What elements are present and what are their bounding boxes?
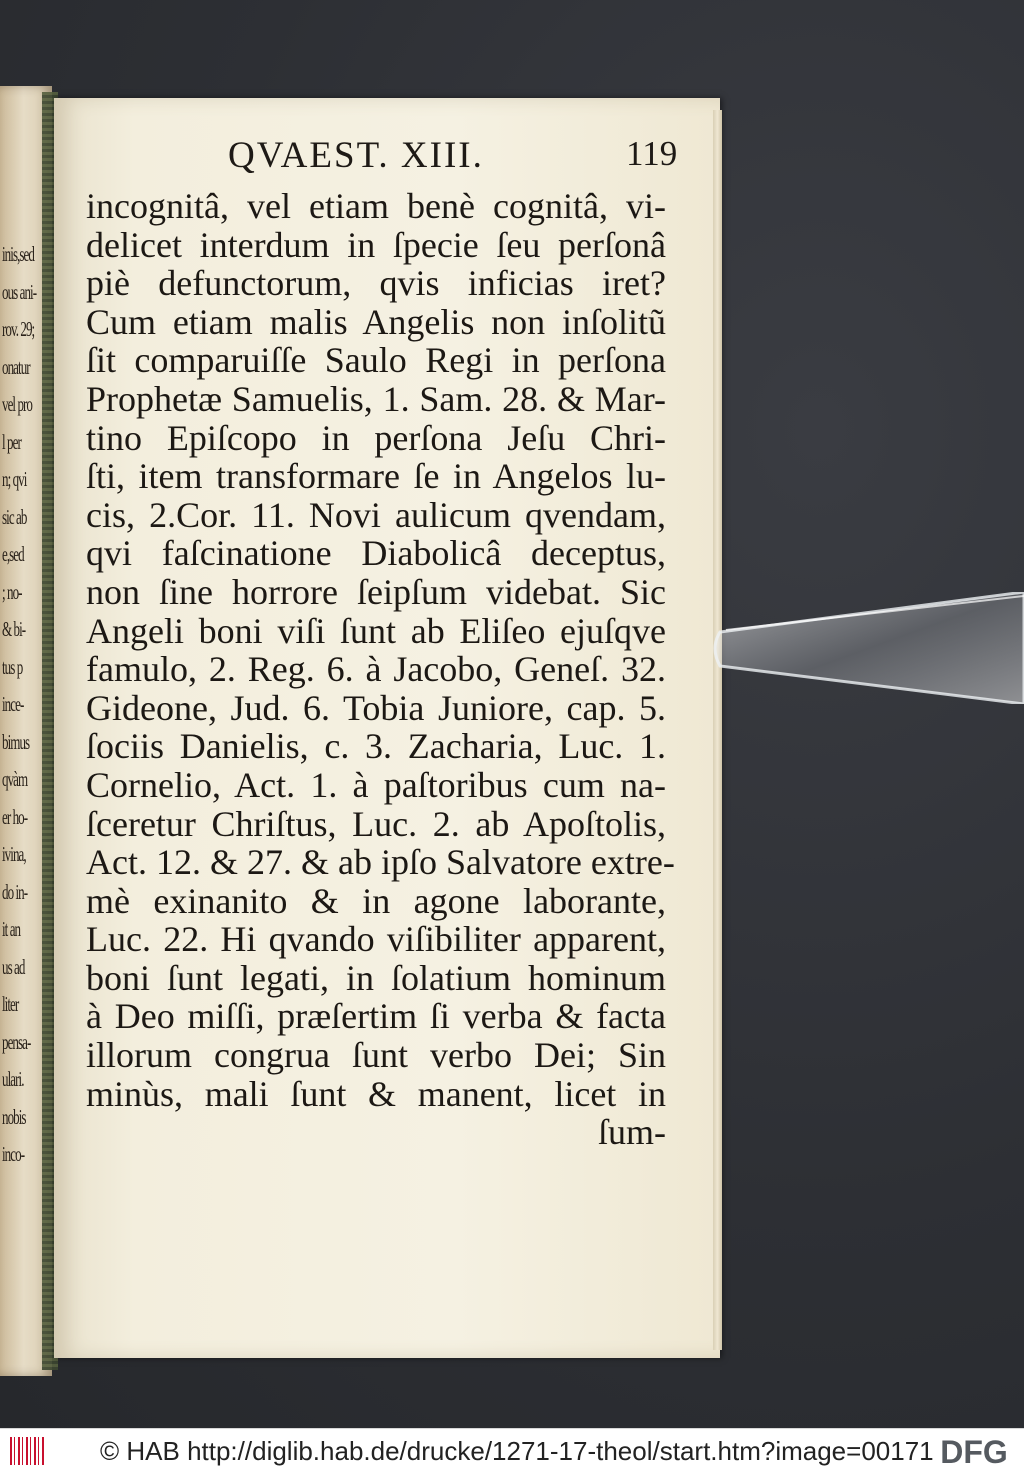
dfg-logo-text: DFG bbox=[940, 1434, 1008, 1468]
text-line: à Deo miſſi, præſertim ſi verba & facta bbox=[86, 996, 666, 1037]
page-header bbox=[228, 134, 678, 180]
text-line: qvi faſcinatione Diabolicâ deceptus, bbox=[86, 533, 666, 574]
text-line: ſti, item transformare ſe in Angelos lu- bbox=[86, 456, 666, 497]
text-line: minùs, mali ſunt & manent, licet in bbox=[86, 1073, 666, 1114]
facing-page-line: us ad bbox=[2, 954, 25, 979]
facing-page-line: inco- bbox=[2, 1142, 25, 1166]
text-line: Cum etiam malis Angelis non inſolitũ bbox=[86, 301, 666, 342]
facing-page-line: ulari. bbox=[2, 1067, 24, 1091]
text-line: tino Epiſcopo in perſona Jeſu Chri- bbox=[86, 417, 666, 458]
text-line: cis, 2.Cor. 11. Novi aulicum qvendam, bbox=[86, 494, 666, 535]
text-line: Prophetæ Samuelis, 1. Sam. 28. & Mar- bbox=[86, 378, 666, 419]
footer-bar bbox=[0, 1428, 1024, 1473]
facing-page-line: er ho- bbox=[2, 804, 28, 829]
facing-page-line: sic ab bbox=[2, 504, 27, 529]
facing-page-line: n; qvi bbox=[2, 467, 27, 491]
barcode-icon bbox=[10, 1437, 46, 1465]
facing-page-line: inis,sed bbox=[2, 242, 34, 266]
facing-page-line: rov. 29; bbox=[2, 317, 35, 341]
facing-page-line: qvàm bbox=[2, 767, 28, 791]
facing-page-line: bimus bbox=[2, 729, 30, 754]
text-line: non ſine horrore ſeipſum videbat. Sic bbox=[86, 571, 666, 612]
text-line: Cornelio, Act. 1. à paſtoribus cum na- bbox=[86, 764, 666, 805]
text-line: ſit comparuiſſe Saulo Regi in perſona bbox=[86, 340, 666, 381]
text-line: piè defunctorum, qvis inficias iret? bbox=[86, 263, 666, 304]
page-edge bbox=[713, 110, 722, 1350]
facing-page-line: it an bbox=[2, 917, 21, 941]
page-number: 119 bbox=[626, 134, 678, 173]
text-line: ſociis Danielis, c. 3. Zacharia, Luc. 1. bbox=[86, 726, 666, 767]
facing-page-line: pensa- bbox=[2, 1029, 31, 1054]
text-line: illorum congrua ſunt verbo Dei; Sin bbox=[86, 1035, 666, 1076]
text-line: famulo, 2. Reg. 6. à Jacobo, Geneſ. 32. bbox=[86, 649, 666, 690]
facing-page-text bbox=[2, 236, 37, 1174]
facing-page-line: tus p bbox=[2, 654, 23, 679]
dfg-logo bbox=[930, 1434, 1018, 1468]
text-line: mè exinanito & in agone laborante, bbox=[86, 880, 666, 921]
facing-page-line: nobis bbox=[2, 1104, 26, 1129]
facing-page-line: ince- bbox=[2, 692, 24, 716]
facing-page-line: do in- bbox=[2, 879, 28, 904]
running-head: QVAEST. XIII. bbox=[228, 135, 484, 176]
facing-page-line: vel pro bbox=[2, 392, 33, 416]
facing-page-line: liter bbox=[2, 992, 19, 1016]
facing-page-line: & bi- bbox=[2, 617, 26, 641]
facing-page-line: ; no- bbox=[2, 579, 22, 604]
page-body-text bbox=[86, 186, 675, 1153]
text-line: Act. 12. & 27. & ab ipſo Salvatore extre- bbox=[86, 842, 675, 883]
text-line: Luc. 22. Hi qvando viſibiliter apparent, bbox=[86, 919, 666, 960]
facing-page-line: ous ani- bbox=[2, 279, 37, 304]
facing-page-line: onatur bbox=[2, 354, 30, 379]
source-citation: © HAB http://diglib.hab.de/drucke/1271-17-theol/start.htm?image=00171 bbox=[100, 1436, 934, 1466]
text-line: boni ſunt legati, in ſolatium hominum bbox=[86, 957, 666, 998]
text-line: ſum- bbox=[598, 1112, 666, 1153]
facing-page-line: l per bbox=[2, 429, 21, 454]
text-line: Gideone, Jud. 6. Tobia Juniore, cap. 5. bbox=[86, 687, 666, 728]
facing-page-line: ivina, bbox=[2, 842, 26, 866]
facing-page-line: e,sed bbox=[2, 542, 24, 566]
text-line: delicet interdum in ſpecie ſeu perſonâ bbox=[86, 224, 666, 265]
text-line: ſceretur Chriſtus, Luc. 2. ab Apoſtolis, bbox=[86, 803, 666, 844]
text-line: incognitâ, vel etiam benè cognitâ, vi- bbox=[86, 186, 666, 226]
text-line: Angeli boni viſi ſunt ab Eliſeo ejuſqve bbox=[86, 610, 666, 651]
